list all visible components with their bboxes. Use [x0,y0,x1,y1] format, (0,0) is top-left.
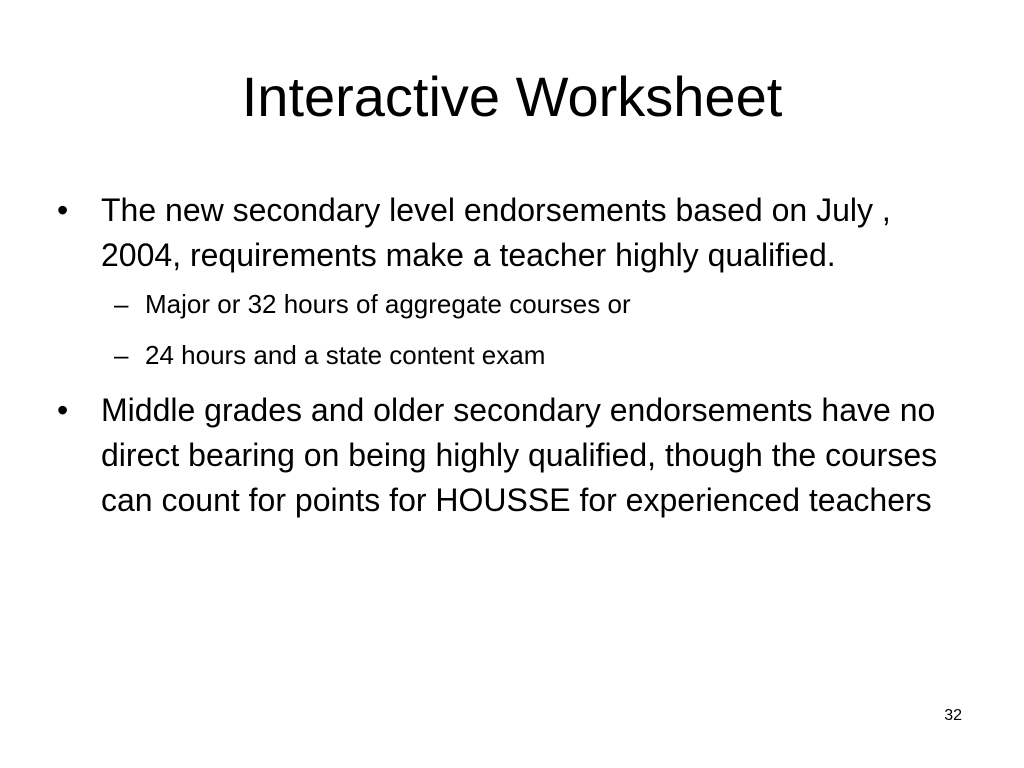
sub-bullet-text: 24 hours and a state content exam [145,340,546,370]
bullet-marker: • [57,392,69,428]
bullet-text: The new secondary level endorsements based on July , 2004, requirements make a teacher highly qualified. [101,192,891,273]
bullet-item [57,188,977,278]
sub-bullet-item [57,286,977,322]
bullet-marker: • [57,192,69,228]
slide-title: Interactive Worksheet [241,65,783,128]
slide-body [57,188,977,531]
sub-bullet-text: Major or 32 hours of aggregate courses or [145,289,631,319]
sub-bullet-marker: – [114,340,129,370]
bullet-item [57,388,977,523]
sub-bullet-marker: – [114,289,129,319]
sub-bullet-item [57,337,977,373]
page-number: 32 [944,707,962,724]
bullet-text: Middle grades and older secondary endorsements have no direct bearing on being highly qualified, though the courses can count for points for HOUSSE for experienced teachers [101,392,938,518]
